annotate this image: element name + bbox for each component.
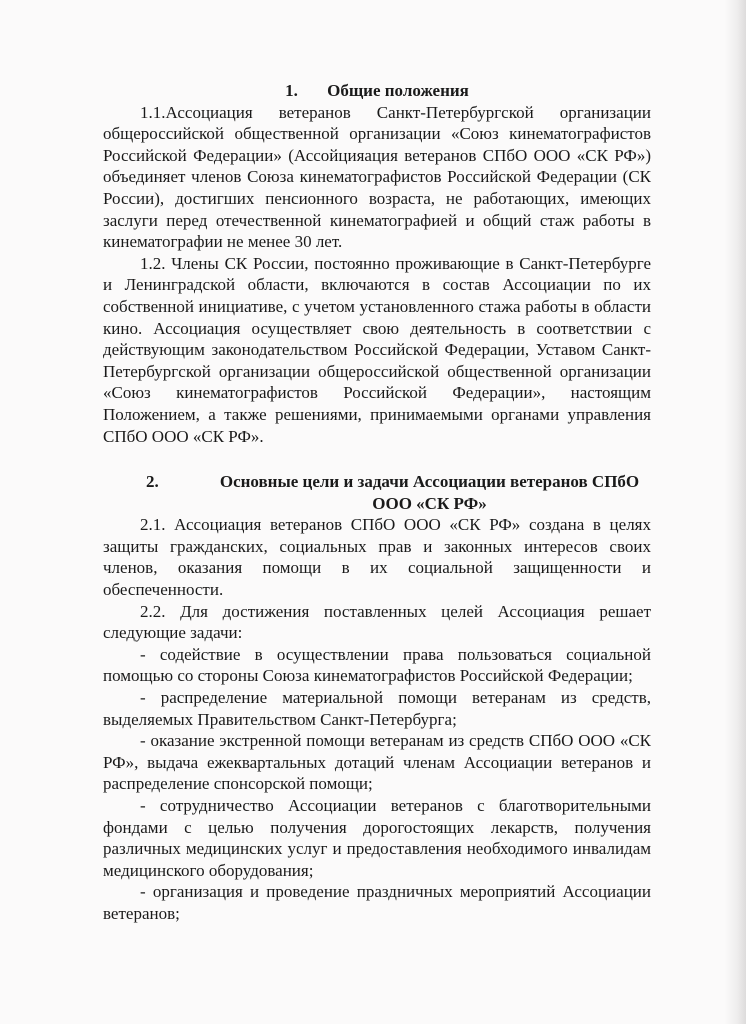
list-item-events: - организация и проведение праздничных мероприятий Ассоциации ветеранов; bbox=[103, 882, 651, 923]
paragraph-1-2: 1.2. Члены СК России, постоянно проживающие в Санкт-Петербурге и Ленинградской области, включаются в состав Ассоциации по их собственной инициативе, с учетом установленного стажа работы в области кино. Ассоциация осуществляет свою деятельность в соответствии с действующим законодательством Российской Федерации, Уставом Санкт-Петербургской организации общероссийской общественной организации «Союз кинематографистов Российской Федерации», настоящим Положением, а также решениями, принимаемыми органами управления СПбО ООО «СК РФ». bbox=[103, 253, 651, 446]
section-1-heading bbox=[103, 80, 651, 102]
paragraph-2-1: 2.1. Ассоциация ветеранов СПбО ООО «СК РФ» создана в целях защиты гражданских, социальных прав и законных интересов своих членов, оказания помощи в их социальной защищенности и обеспеченности. bbox=[103, 515, 651, 600]
paragraph-2-2: 2.2. Для достижения поставленных целей Ассоциация решает следующие задачи: bbox=[103, 601, 651, 643]
section-2-title: Основные цели и задачи Ассоциации ветеранов СПбО ООО «СК РФ» bbox=[219, 472, 640, 513]
section-1-title: Общие положения bbox=[327, 81, 469, 100]
document-body bbox=[103, 80, 651, 925]
list-item-charity-cooperation: - сотрудничество Ассоциации ветеранов с благотворительными фондами с целью получения дорогостоящих лекарств, получения различных медицинских услуг и предоставления необходимого инвалидам медицинского оборудования; bbox=[103, 796, 651, 880]
paragraph-1-1: 1.1.Ассоциация ветеранов Санкт-Петербургской организации общероссийской общественной организации «Союз кинематографистов Российской Федерации» (Ассойцияация ветеранов СПбО ООО «СК РФ») объединяет членов Союза кинематографистов Российской Федерации (СК России), достигших пенсионного возраста, не работающих, имеющих заслуги перед отечественной кинематографией и общий стаж работы в кинематографии не менее 30 лет. bbox=[103, 102, 651, 252]
section-1-number: 1. bbox=[285, 81, 298, 100]
section-2-heading bbox=[103, 471, 651, 514]
list-item-material-aid: - распределение материальной помощи ветеранам из средств, выделяемых Правительством Санкт-Петербурга; bbox=[103, 688, 651, 729]
list-item-support: - содействие в осуществлении права пользоваться социальной помощью со стороны Союза кинематографистов Российской Федерации; bbox=[103, 644, 651, 686]
section-2-number: 2. bbox=[146, 472, 159, 492]
page-edge-shadow bbox=[724, 0, 746, 1024]
list-item-emergency-aid: - оказание экстренной помощи ветеранам из средств СПбО ООО «СК РФ», выдача ежеквартальных дотаций членам Ассоциации ветеранов и распределение спонсорской помощи; bbox=[103, 731, 651, 794]
